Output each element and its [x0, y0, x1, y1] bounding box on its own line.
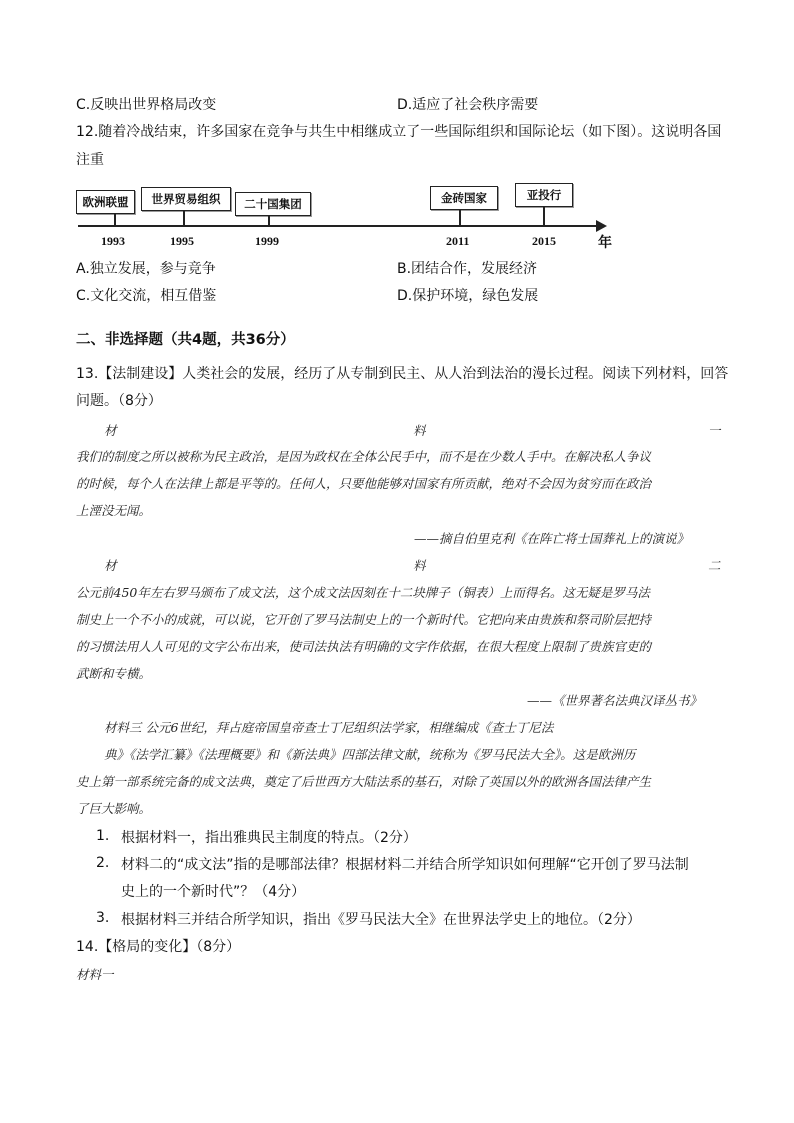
timeline-year: 2015	[532, 234, 556, 248]
timeline-tick	[114, 213, 116, 225]
q13-stem-line2: 问题。（8分）	[76, 393, 162, 409]
timeline-tick	[183, 210, 185, 225]
material1-source: ——摘自伯里克利《在阵亡将士国葬礼上的演说》	[414, 531, 690, 546]
timeline-tick	[543, 206, 545, 225]
subquestion-text: 材料二的“成文法”指的是哪部法律？根据材料二并结合所学知识如何理解“它开创了罗马法制	[121, 857, 689, 873]
material2-heading-char: 料	[413, 558, 426, 573]
material2-text-line: 武断和专横。	[76, 666, 152, 681]
q12-option-b: B.团结合作，发展经济	[397, 261, 538, 277]
timeline-tick	[268, 215, 270, 225]
material2-text-line: 制史上一个不小的成就，可以说，它开创了罗马法制史上的一个新时代。它把向来由贵族和祭司阶层把持	[76, 612, 652, 627]
q11-option-d: D.适应了社会秩序需要	[397, 97, 539, 113]
timeline-axis	[78, 225, 598, 227]
q13-stem-line1: 13.【法制建设】人类社会的发展，经历了从专制到民主、从人治到法治的漫长过程。阅读下列材料，回答	[76, 366, 729, 382]
timeline-year: 2011	[446, 234, 470, 248]
material2-source: ——《世界著名法典汉译丛书》	[527, 693, 703, 708]
material3-text-line: 材料三 公元6世纪，拜占庭帝国皇帝查士丁尼组织法学家，相继编成《查士丁尼法	[104, 720, 554, 735]
timeline-year: 1999	[255, 234, 279, 248]
q12-option-a: A.独立发展，参与竞争	[76, 261, 216, 277]
timeline-year: 1995	[170, 234, 194, 248]
material1-heading-char: 一	[708, 423, 721, 438]
timeline-axis-unit: 年	[598, 235, 612, 251]
material1-text-line: 我们的制度之所以被称为民主政治，是因为政权在全体公民手中，而不是在少数人手中。在解决私人争议	[76, 449, 652, 464]
section-title: 二、非选择题（共4题，共36分）	[76, 332, 295, 348]
q11-option-c: C.反映出世界格局改变	[76, 97, 217, 113]
material1-text-line: 的时候，每个人在法律上都是平等的。任何人，只要他能够对国家有所贡献，绝对不会因为贫穷而在政治	[76, 476, 652, 491]
timeline-tick	[459, 209, 461, 225]
material2-heading-char: 材	[104, 558, 117, 573]
material3-text-line: 史上第一部系统完备的成文法典，奠定了后世西方大陆法系的基石，对除了英国以外的欧洲各国法律产生	[76, 774, 652, 789]
subquestion-text: 根据材料一，指出雅典民主制度的特点。（2分）	[121, 830, 417, 846]
material2-text-line: 的习惯法用人人可见的文字公布出来，使司法执法有明确的文字作依据，在很大程度上限制了贵族官吏的	[76, 639, 652, 654]
subquestion-text: 根据材料三并结合所学知识，指出《罗马民法大全》在世界法学史上的地位。（2分）	[121, 912, 641, 928]
material1-heading-char: 料	[413, 423, 426, 438]
timeline-event-label: 欧洲联盟	[76, 190, 135, 214]
q12-stem-line1: 12.随着冷战结束，许多国家在竞争与共生中相继成立了一些国际组织和国际论坛（如下图）。这说明各国	[76, 124, 722, 140]
material2-text-line: 公元前450年左右罗马颁布了成文法，这个成文法因刻在十二块牌子（铜表）上而得名。这无疑是罗马法	[76, 585, 650, 600]
q12-option-c: C.文化交流，相互借鉴	[76, 288, 217, 304]
material1-text-line: 上湮没无闻。	[76, 503, 152, 518]
timeline-event-label: 世界贸易组织	[141, 187, 231, 211]
timeline-event-label: 金砖国家	[430, 186, 498, 210]
q14-stem: 14.【格局的变化】（8分）	[76, 939, 241, 955]
timeline-year: 1993	[101, 234, 125, 248]
timeline-event-label: 二十国集团	[235, 192, 311, 216]
material3-text-line: 典》《法学汇纂》《法理概要》和《新法典》四部法律文献，统称为《罗马民法大全》。这是欧洲历	[104, 747, 636, 762]
q14-material1-label: 材料一	[76, 967, 114, 982]
q12-stem-line2: 注重	[76, 152, 104, 168]
subquestion-text: 史上的一个新时代”？（4分）	[121, 884, 306, 900]
q12-option-d: D.保护环境，绿色发展	[397, 288, 539, 304]
material2-heading-char: 二	[708, 558, 721, 573]
subquestion-number: 1.	[96, 828, 110, 844]
timeline-event-label: 亚投行	[515, 183, 573, 207]
material3-text-line: 了巨大影响。	[76, 801, 152, 816]
material1-heading-char: 材	[104, 423, 117, 438]
timeline-arrow-icon	[596, 220, 607, 232]
subquestion-number: 2.	[96, 855, 110, 871]
subquestion-number: 3.	[96, 910, 110, 926]
